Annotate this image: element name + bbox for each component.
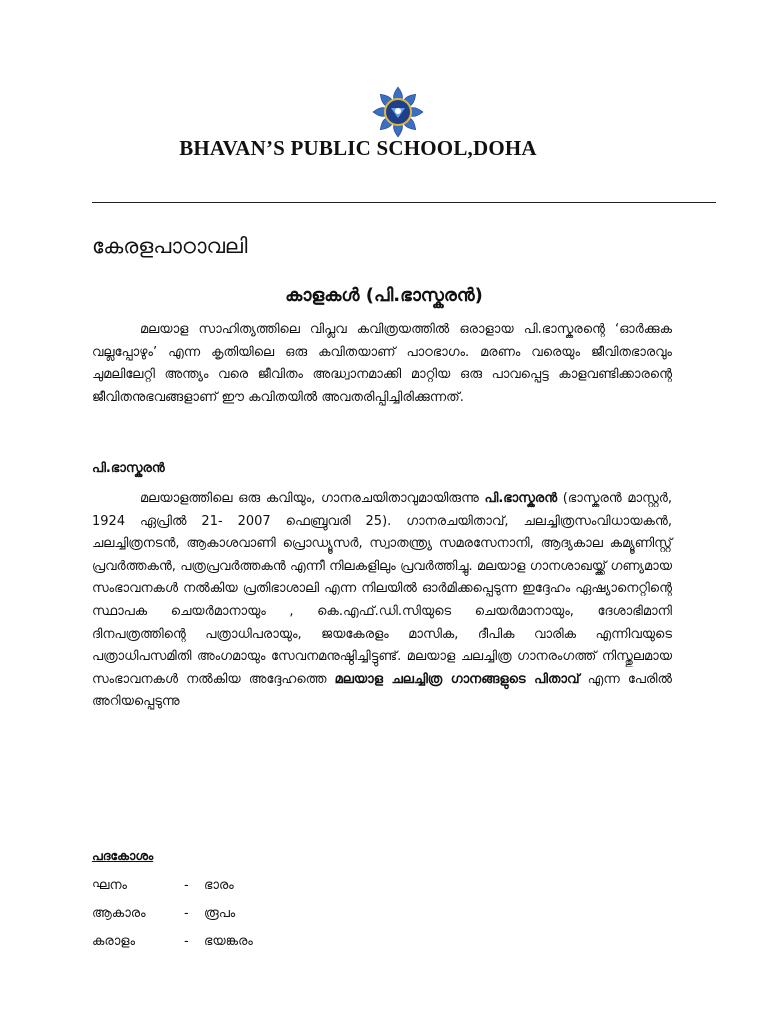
author-name-bold: പി.ഭാസ്കരൻ xyxy=(484,491,558,506)
glossary-word: ഘനം xyxy=(92,878,127,893)
lesson-title: കാളകൾ (പി.ഭാസ്കരൻ) xyxy=(285,285,483,306)
school-name: BHAVAN’S PUBLIC SCHOOL,DOHA xyxy=(179,136,537,160)
author-title-bold: മലയാള ചലച്ചിത്ര ഗാനങ്ങളുടെ പിതാവ് xyxy=(334,671,580,687)
glossary-meaning: രൂപം xyxy=(204,906,236,921)
glossary-dash: - xyxy=(184,934,189,949)
school-logo-icon xyxy=(372,86,424,138)
author-text-part-1: മലയാളത്തിലെ ഒരു കവിയും, ഗാനരചയിതാവുമായിരുന്നു xyxy=(140,491,485,506)
glossary-row xyxy=(92,878,234,893)
glossary-dash: - xyxy=(184,906,189,921)
header-divider xyxy=(92,202,716,203)
glossary-heading: പദകോശം xyxy=(92,848,154,863)
author-heading: പി.ഭാസ്കരൻ xyxy=(92,461,165,476)
glossary-dash: - xyxy=(184,878,189,893)
intro-paragraph: മലയാള സാഹിത്യത്തിലെ വിപ്ലവ കവിത്രയത്തിൽ ഒരാളായ പി.ഭാസ്കരന്റെ ‘ഓർക്കുക വല്ലപ്പോഴും’ എന്ന കൃതിയിലെ ഒരു കവിതയാണ് പാഠഭാഗം. മരണം വരെയും ജീവിതഭാരവും ചുമലിലേറ്റി അന്ത്യം വരെ ജീവിതം അദ്ധ്വാനമാക്കി മാറ്റിയ ഒരു പാവപ്പെട്ട കാളവണ്ടിക്കാരന്റെ ജീവിതനുഭവങ്ങളാണ് ഈ കവിതയിൽ അവതരിപ്പിച്ചിരിക്കുന്നത്. xyxy=(92,322,672,405)
author-text-part-2: (ഭാസ്കരൻ മാസ്റ്റർ, 1924 ഏപ്രിൽ 21- 2007 ഫെബ്രുവരി 25). ഗാനരചയിതാവ്, ചലച്ചിത്രസംവിധായകൻ, ചലച്ചിത്രനടൻ, ആകാശവാണി പ്രൊഡ്യൂസർ, സ്വാതന്ത്ര്യ സമരസേനാനി, ആദ്യകാല കമ്യൂണിസ്റ്റ് പ്രവർത്തകൻ, പത്രപ്രവർത്തകൻ എന്നീ നിലകളിലും പ്രവർത്തിച്ചു. മലയാള ഗാനശാഖയ്ക്ക് ഗണ്യമായ സംഭാവനകൾ നൽകിയ പ്രതിഭാശാലി എന്ന നിലയിൽ ഓർമിക്കപ്പെടുന്ന ഇദ്ദേഹം ഏഷ്യാനെറ്റിന്റെ സ്ഥാപക ചെയർമാനായും , കെ.എഫ്.ഡി.സിയുടെ ചെയർമാനായും, ദേശാഭിമാനി ദിനപത്രത്തിന്റെ പത്രാധിപരായും, ജയകേരളം മാസിക, ദീപിക വാരിക എന്നിവയുടെ പത്രാധിപസമിതി അംഗമായും സേവനമനുഷ്ഠിച്ചിട്ടുണ്ട്. മലയാള ചലച്ചിത്ര ഗാനരംഗത്ത് നിസ്തുലമായ സംഭാവനകൾ നൽകിയ അദ്ദേഹത്തെ xyxy=(92,491,672,687)
glossary-word: ആകാരം xyxy=(92,906,146,921)
author-text-part-3: എന്ന പേരിൽ അറിയപ്പെടുന്നു xyxy=(92,671,672,710)
glossary-meaning: ഭയങ്കരം xyxy=(204,934,253,949)
glossary-word: കരാളം xyxy=(92,934,136,949)
glossary-row xyxy=(92,934,253,949)
glossary-meaning: ഭാരം xyxy=(204,878,234,893)
author-paragraph xyxy=(92,488,672,714)
glossary-row xyxy=(92,906,235,921)
subject-title: കേരളപാഠാവലി xyxy=(92,234,248,258)
